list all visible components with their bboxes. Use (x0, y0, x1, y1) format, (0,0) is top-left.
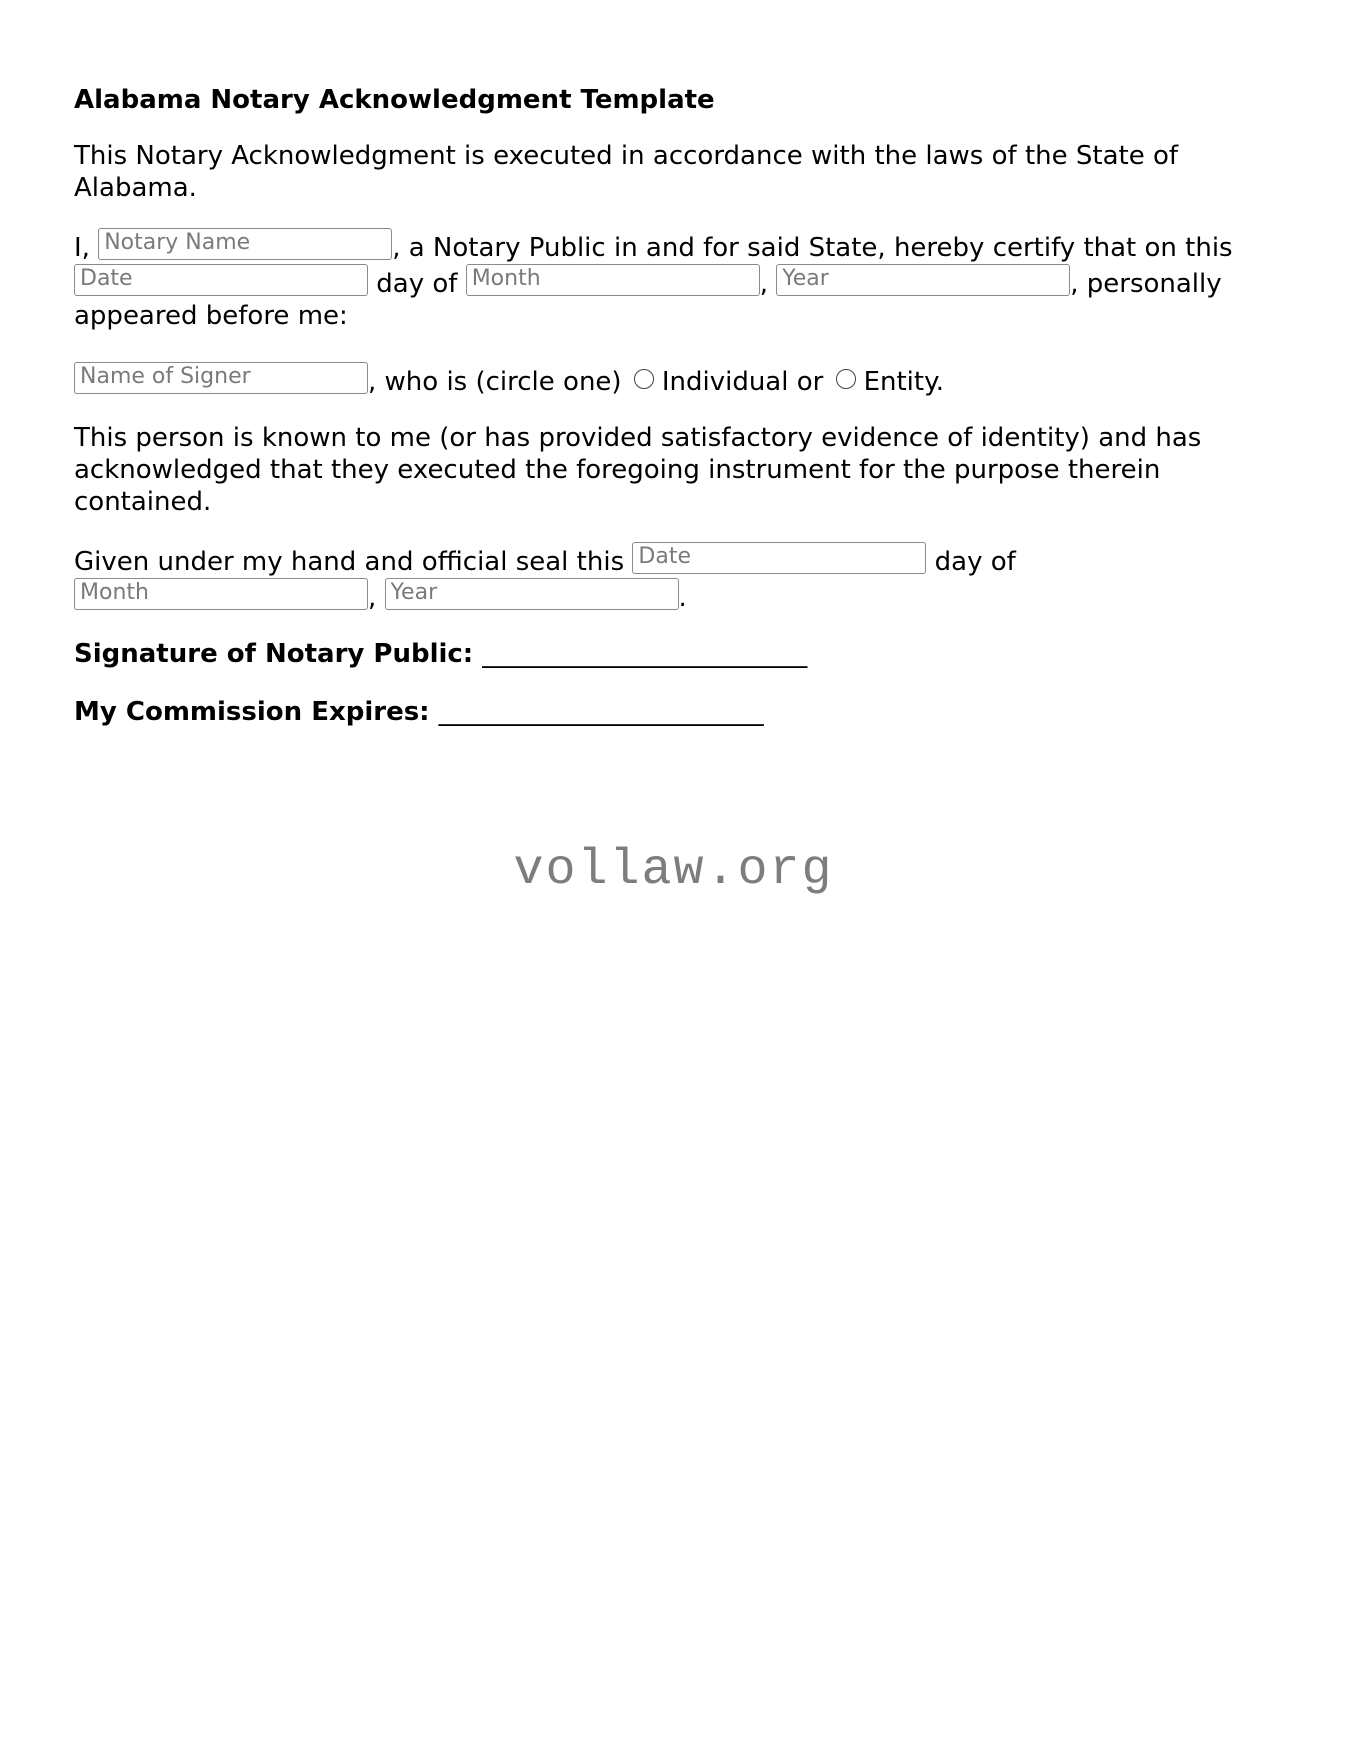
notary-signature-line[interactable]: _________________________ (482, 639, 808, 669)
intro-paragraph: This Notary Acknowledgment is executed in accordance with the laws of the State of Alabama. (74, 141, 1179, 203)
given-date-input[interactable]: Date (632, 542, 926, 574)
given-comma: , (368, 583, 385, 613)
signer-name-input[interactable]: Name of Signer (74, 362, 368, 394)
notary-signature-row (74, 638, 1274, 670)
document-title: Alabama Notary Acknowledgment Template (74, 85, 715, 115)
watermark: vollaw.org (513, 842, 834, 899)
individual-radio[interactable] (634, 369, 654, 389)
certify-year-input[interactable]: Year (776, 264, 1070, 296)
individual-label: Individual or (661, 367, 824, 397)
notary-name-input[interactable]: Notary Name (98, 228, 392, 260)
commission-expires-row (74, 696, 1274, 728)
certify-comma: , (759, 269, 777, 299)
certify-prefix: I, (74, 233, 99, 263)
given-paragraph (74, 542, 1274, 614)
notary-signature-label: Signature of Notary Public: (74, 639, 474, 669)
certify-date-input[interactable]: Date (74, 264, 368, 296)
given-period: . (678, 583, 687, 613)
certify-month-input[interactable]: Month (466, 264, 760, 296)
certify-text-3: , personally appeared before me: (74, 269, 1222, 331)
certify-text-1: , a Notary Public in and for said State, hereby certify that on this (392, 233, 1233, 263)
entity-label: Entity. (863, 367, 945, 397)
signer-paragraph (74, 362, 1274, 398)
entity-radio[interactable] (836, 369, 856, 389)
given-month-input[interactable]: Month (74, 578, 368, 610)
commission-expires-label: My Commission Expires: (74, 697, 430, 727)
given-year-input[interactable]: Year (385, 578, 679, 610)
given-text-2: day of (926, 547, 1016, 577)
certify-paragraph (74, 228, 1274, 332)
given-text-1: Given under my hand and official seal this (74, 547, 633, 577)
known-paragraph: This person is known to me (or has provided satisfactory evidence of identity) and has acknowledged that they executed the foregoing instrument for the purpose therein contained. (74, 423, 1202, 517)
document-page (74, 84, 1274, 754)
signer-text: , who is (circle one) (368, 367, 630, 397)
certify-text-2: day of (368, 269, 466, 299)
commission-expires-line[interactable]: _________________________ (438, 697, 764, 727)
